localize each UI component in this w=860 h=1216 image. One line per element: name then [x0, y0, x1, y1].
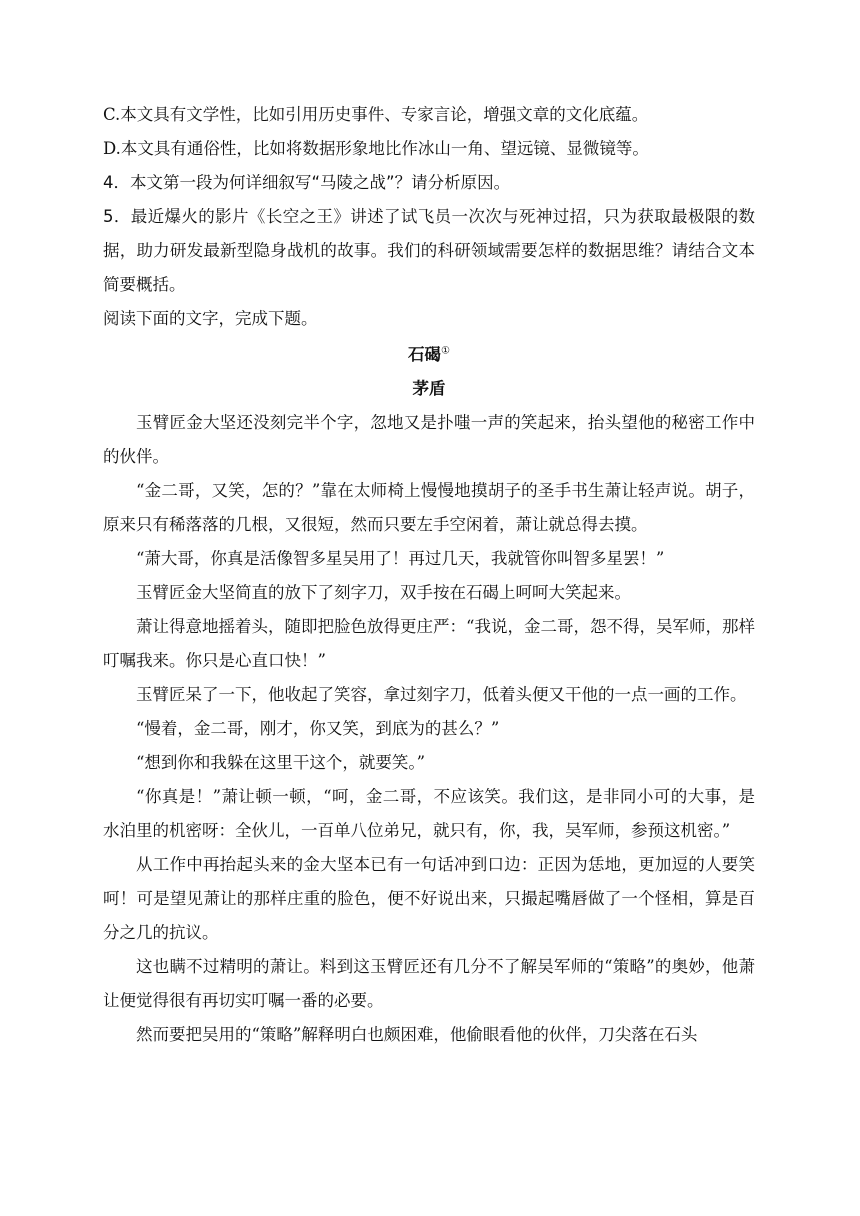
story-paragraph: “慢着，金二哥，刚才，你又笑，到底为的甚么？” — [136, 719, 500, 738]
story-paragraph: 玉臂匠金大坚简直的放下了刻字刀，双手按在石碣上呵呵大笑起来。 — [136, 583, 631, 602]
story-paragraph: 玉臂匠金大坚还没刻完半个字，忽地又是扑嗤一声的笑起来，抬头望他的秘密工作中的伙伴。 — [103, 413, 755, 466]
story-paragraph: “想到你和我躲在这里干这个，就要笑。” — [136, 753, 426, 772]
story-paragraph: 然而要把吴用的“策略”解释明白也颇困难，他偷眼看他的伙伴，刀尖落在石头 — [136, 1025, 698, 1044]
story-paragraph: “金二哥，又笑，怎的？”靠在太师椅上慢慢地摸胡子的圣手书生萧让轻声说。胡子，原来只有稀落落的几根，又很短，然而只要左手空闲着，萧让就总得去摸。 — [103, 481, 755, 534]
option-d: D.本文具有通俗性，比如将数据形象地比作冰山一角、望远镜、显微镜等。 — [103, 139, 649, 158]
story-paragraph: 从工作中再抬起头来的金大坚本已有一句话冲到口边：正因为恁地，更加逗的人要笑呵！可是望见萧让的那样庄重的脸色，便不好说出来，只撮起嘴唇做了一个怪相，算是百分之几的抗议。 — [103, 855, 755, 942]
story-title — [103, 338, 755, 372]
story-paragraph: 这也瞒不过精明的萧让。料到这玉臂匠还有几分不了解吴军师的“策略”的奥妙，他萧让便觉得很有再切实叮嘱一番的必要。 — [103, 957, 755, 1010]
story-paragraph: 萧让得意地摇着头，随即把脸色放得更庄严：“我说，金二哥，怨不得，吴军师，那样叮嘱我来。你只是心直口快！” — [103, 617, 755, 670]
option-c: C.本文具有文学性，比如引用历史事件、专家言论，增强文章的文化底蕴。 — [103, 105, 649, 124]
question-4: 4．本文第一段为何详细叙写“马陵之战”？请分析原因。 — [103, 173, 511, 192]
story-title-text: 石碣 — [408, 345, 442, 364]
question-5: 5．最近爆火的影片《长空之王》讲述了试飞员一次次与死神过招，只为获取最极限的数据，助力研发最新型隐身战机的故事。我们的科研领域需要怎样的数据思维？请结合文本简要概括。 — [103, 207, 755, 294]
story-paragraph: “你真是！”萧让顿一顿，“呵，金二哥，不应该笑。我们这，是非同小可的大事，是水泊里的机密呀：全伙儿，一百单八位弟兄，就只有，你，我，吴军师，参预这机密。” — [103, 787, 755, 840]
story-author: 茅盾 — [412, 379, 446, 398]
footnote-mark: ① — [441, 345, 450, 357]
story-paragraph: “萧大哥，你真是活像智多星吴用了！再过几天，我就管你叫智多星罢！” — [136, 549, 665, 568]
document-content — [103, 98, 755, 1052]
story-paragraph: 玉臂匠呆了一下，他收起了笑容，拿过刻字刀，低着头便又干他的一点一画的工作。 — [136, 685, 747, 704]
reading-instruction: 阅读下面的文字，完成下题。 — [103, 309, 318, 328]
